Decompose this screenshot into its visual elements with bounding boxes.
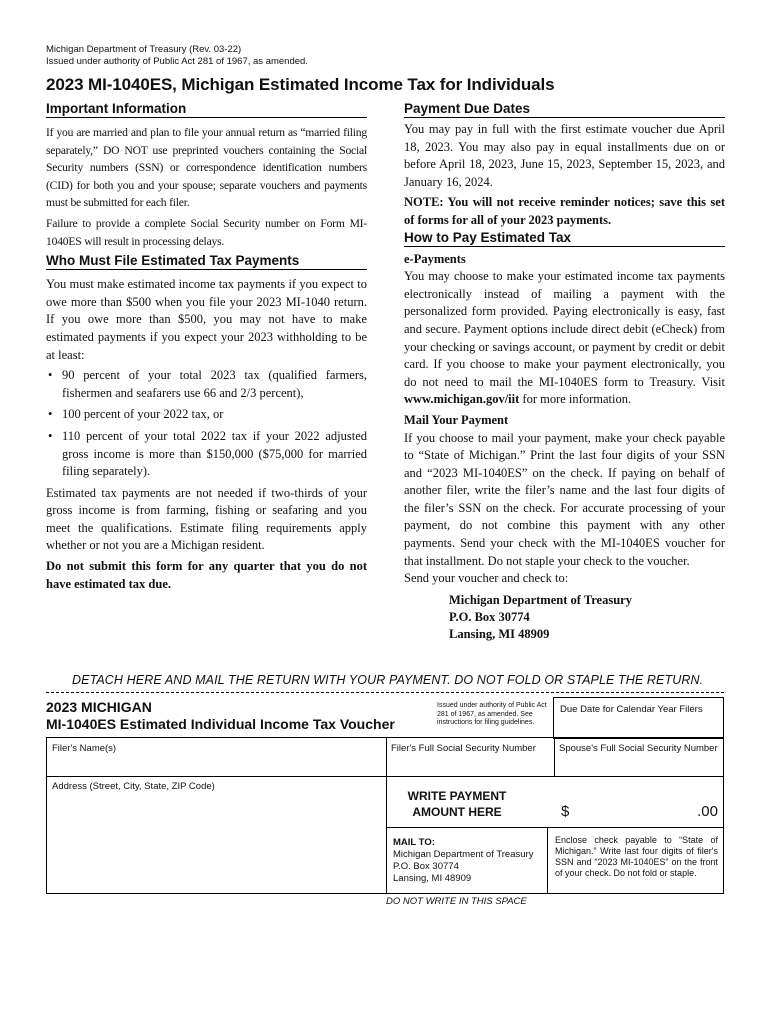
list-item: • 90 percent of your total 2023 tax (qualified farmers, fishermen and seafarers use 66 and 2/3 percent), xyxy=(46,367,367,402)
payment-amount-field[interactable] xyxy=(527,778,723,827)
write-payment-label xyxy=(392,788,522,820)
who-must-file-p3: Do not submit this form for any quarter that you do not have estimated tax due. xyxy=(46,559,367,591)
filer-name-field[interactable] xyxy=(47,738,386,776)
address-line: P.O. Box 30774 xyxy=(449,609,530,624)
list-item: • 110 percent of your total 2022 tax if your 2022 adjusted gross income is more than $150,000 ($75,000 for married filing separately). xyxy=(46,428,367,481)
mail-to-line: P.O. Box 30774 xyxy=(393,861,459,872)
epayments-text-tail: for more information. xyxy=(519,392,632,407)
payment-due-note: NOTE: You will not receive reminder notices; save this set of forms for all of your 2023 payments. xyxy=(404,195,725,227)
important-info-p1: If you are married and plan to file your annual return as “married filing separately,” DO NOT use preprinted vouchers containing the Social Security numbers (SSN) or correspondence identification numbers (CID) for both you and your spouse; separate vouchers and payments must be submitted for each filer. xyxy=(46,126,367,210)
write-payment-line2: AMOUNT HERE xyxy=(412,805,502,819)
mailing-address xyxy=(449,592,725,643)
address-field[interactable] xyxy=(47,777,386,893)
spouse-ssn-field[interactable] xyxy=(555,738,723,776)
row-divider xyxy=(386,827,723,828)
form-revision: Michigan Department of Treasury (Rev. 03-22) xyxy=(46,44,242,55)
cents-value: .00 xyxy=(697,803,718,820)
dollar-sign: $ xyxy=(561,803,570,820)
mail-payment-text: If you choose to mail your payment, make your check payable to “State of Michigan.” Print the last four digits of your SSN and “2023 MI-1040ES” on the check. If paying on behalf of another filer, write the filer’s name and the last four digits of the filer’s SSN on the check. For accurate processing of your payment, do not combine this payment with any other payments. Send your check with the MI-1040ES voucher for that installment. Do not staple your check to the voucher. xyxy=(404,430,725,568)
payment-due-body xyxy=(404,121,725,230)
due-date-label: Due Date for Calendar Year Filers xyxy=(560,704,703,715)
send-voucher-line: Send your voucher and check to: xyxy=(404,571,569,586)
filer-ssn-field[interactable] xyxy=(387,738,554,776)
epayments-text xyxy=(404,268,725,409)
epayments-text-main: You may choose to make your estimated income tax payments electronically instead of mailing a payment with the personalized form provided. Paying electronically is easy, fast and secure. Payment options include direct debit (eCheck) from your checking or savings account, or payment by credit or debit card. If you choose to make your payment electronically, you do not need to mail the MI-1040ES form to Treasury. Visit xyxy=(404,269,725,389)
who-must-file-heading: Who Must File Estimated Tax Payments xyxy=(46,253,367,270)
iit-link[interactable]: www.michigan.gov/iit xyxy=(404,392,520,407)
mail-to-line: Michigan Department of Treasury xyxy=(393,849,534,860)
due-date-box[interactable] xyxy=(553,697,724,739)
important-info-p2: Failure to provide a complete Social Security number on Form MI-1040ES will result in processing delays. xyxy=(46,216,367,248)
mail-to-block xyxy=(393,837,533,885)
address-line: Lansing, MI 48909 xyxy=(449,626,550,641)
filer-name-label: Filer's Name(s) xyxy=(52,743,117,754)
do-not-write-label: DO NOT WRITE IN THIS SPACE xyxy=(386,896,527,907)
list-item: • 100 percent of your 2022 tax, or xyxy=(46,406,367,424)
column-divider xyxy=(547,827,548,893)
voucher-form xyxy=(46,737,724,894)
payment-due-p1: You may pay in full with the first estimate voucher due April 18, 2023. You may also pay in equal installments due on or before April 18, 2023, June 15, 2023, September 15, 2023, and January 16, 2024. xyxy=(404,122,725,189)
enclose-check-note: Enclose check payable to “State of Michigan.” Write last four digits of filer's SSN and “2023 MI-1040ES” on the front of your check. Do not fold or staple. xyxy=(555,835,718,878)
spouse-ssn-label: Spouse's Full Social Security Number xyxy=(559,743,718,754)
voucher-title-year: 2023 MICHIGAN xyxy=(46,699,152,715)
payment-due-heading: Payment Due Dates xyxy=(404,101,725,118)
how-to-pay-heading: How to Pay Estimated Tax xyxy=(404,230,725,247)
address-label: Address (Street, City, State, ZIP Code) xyxy=(52,781,215,792)
who-must-file-body xyxy=(46,276,367,593)
detach-instruction: DETACH HERE AND MAIL THE RETURN WITH YOUR PAYMENT. DO NOT FOLD OR STAPLE THE RETURN. xyxy=(72,673,704,687)
important-info-heading: Important Information xyxy=(46,101,367,118)
filer-ssn-label: Filer's Full Social Security Number xyxy=(391,743,536,754)
form-authority: Issued under authority of Public Act 281 of 1967, as amended. xyxy=(46,56,308,67)
voucher-authority: Issued under authority of Public Act 281 of 1967, as amended. See instructions for filing guidelines. xyxy=(437,702,547,726)
epayments-heading: e-Payments xyxy=(404,251,466,266)
threshold-list xyxy=(46,367,367,481)
right-column xyxy=(404,101,725,643)
how-to-pay-body xyxy=(404,251,725,588)
left-column xyxy=(46,101,367,596)
important-info-body xyxy=(46,124,367,250)
who-must-file-p1: You must make estimated income tax payments if you expect to owe more than $500 when you file your 2023 MI-1040 return. If you owe more than $500, you may not have to make estimated payments if you expect your 2023 withholding to be at least: xyxy=(46,277,367,362)
page-title: 2023 MI-1040ES, Michigan Estimated Income Tax for Individuals xyxy=(46,75,555,94)
address-line: Michigan Department of Treasury xyxy=(449,592,632,607)
detach-line xyxy=(46,692,724,693)
who-must-file-p2: Estimated tax payments are not needed if two-thirds of your gross income is from farming, fishing or seafaring and you meet the qualifications. Estimate filing requirements apply whether or not you are a Michigan resident. xyxy=(46,485,367,553)
mail-to-line: Lansing, MI 48909 xyxy=(393,873,472,884)
mail-to-heading: MAIL TO: xyxy=(393,837,435,848)
write-payment-line1: WRITE PAYMENT xyxy=(407,789,507,803)
mail-payment-heading: Mail Your Payment xyxy=(404,412,509,427)
voucher-title: MI-1040ES Estimated Individual Income Tax Voucher xyxy=(46,716,395,732)
